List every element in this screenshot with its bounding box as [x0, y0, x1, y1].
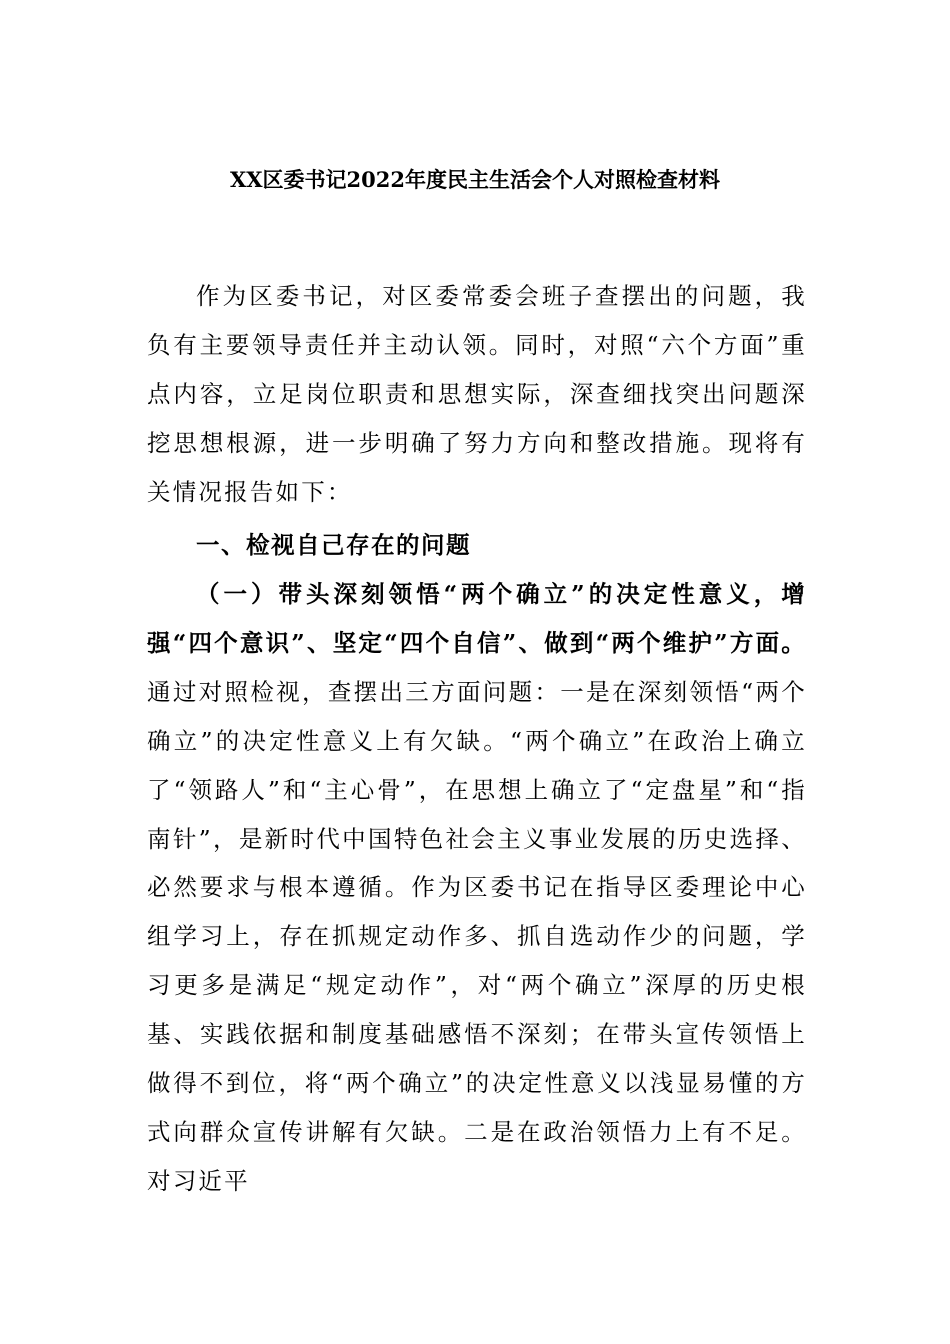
subsection-bold-lead: （一）带头深刻领悟“两个确立”的决定性意义，增强“四个意识”、坚定“四个自信”、做到“两个维护”方面。: [147, 580, 807, 657]
subsection-body: 通过对照检视，查摆出三方面问题：一是在深刻领悟“两个确立”的决定性意义上有欠缺。“两个确立”在政治上确立了“领路人”和“主心骨”，在思想上确立了“定盘星”和“指南针”，是新时代中国特色社会主义事业发展的历史选择、必然要求与根本遵循。作为区委书记在指导区委理论中心组学习上，存在抓规定动作多、抓自选动作少的问题，学习更多是满足“规定动作”，对“两个确立”深厚的历史根基、实践依据和制度基础感悟不深刻；在带头宣传领悟上做得不到位，将“两个确立”的决定性意义以浅显易懂的方式向群众宣传讲解有欠缺。二是在政治领悟力上有不足。对习近平: [147, 677, 807, 1195]
intro-paragraph: 作为区委书记，对区委常委会班子查摆出的问题，我负有主要领导责任并主动认领。同时，对照“六个方面”重点内容，立足岗位职责和思想实际，深查细找突出问题深挖思想根源，进一步明确了努力方向和整改措施。现将有关情况报告如下：: [147, 282, 807, 506]
subsection-paragraph: [147, 570, 807, 1206]
document-title: XX区委书记2022年度民主生活会个人对照检查材料: [229, 167, 721, 192]
section-heading: 一、检视自己存在的问题: [196, 531, 471, 559]
